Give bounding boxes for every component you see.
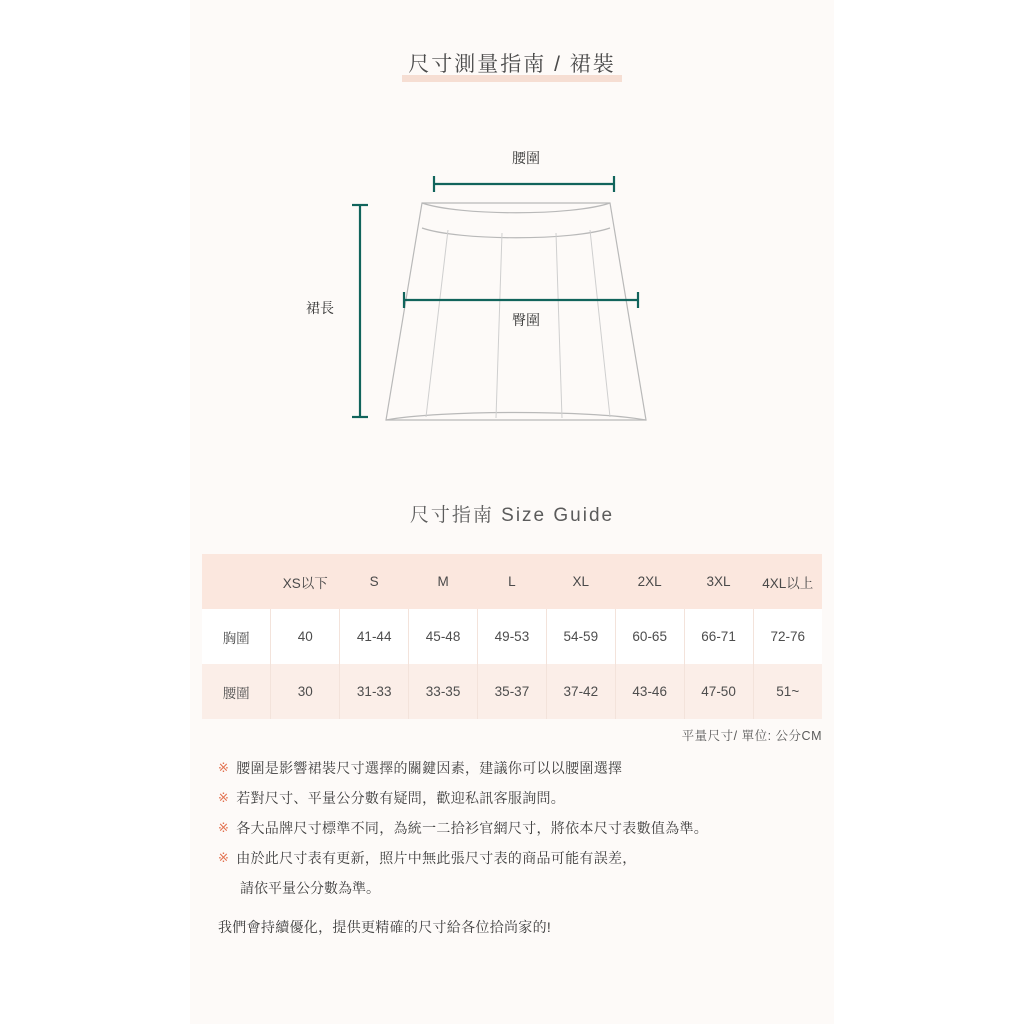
table-col-header: 2XL <box>615 554 684 609</box>
skirt-measurement-diagram <box>190 120 834 450</box>
size-table <box>202 554 822 719</box>
table-row-label: 胸圍 <box>202 609 271 664</box>
note-closing: 我們會持續優化，提供更精確的尺寸給各位拾尚家的! <box>218 919 552 935</box>
table-header-row <box>202 554 822 609</box>
title-highlight <box>402 75 622 82</box>
table-cell: 35-37 <box>478 664 547 719</box>
table-cell: 40 <box>271 609 340 664</box>
note-item <box>218 788 830 809</box>
table-cell: 33-35 <box>409 664 478 719</box>
note-mark-icon: ※ <box>218 760 230 775</box>
table-col-header: 4XL以上 <box>753 554 822 609</box>
note-item <box>218 848 830 869</box>
note-continuation: 請依平量公分數為準。 <box>240 880 380 896</box>
table-col-header: XS以下 <box>271 554 340 609</box>
notes-list <box>218 758 830 938</box>
table-cell: 66-71 <box>684 609 753 664</box>
table-cell: 45-48 <box>409 609 478 664</box>
table-cell: 51~ <box>753 664 822 719</box>
table-cell: 43-46 <box>615 664 684 719</box>
diagram-label-hip: 臀圍 <box>512 312 540 328</box>
note-item <box>218 758 830 779</box>
table-unit-note: 平量尺寸/ 單位: 公分CM <box>681 729 822 743</box>
table-col-header: S <box>340 554 409 609</box>
table-col-header: M <box>409 554 478 609</box>
table-row <box>202 609 822 664</box>
page-title-wrap <box>190 48 834 82</box>
left-gutter <box>0 0 190 1024</box>
note-mark-icon: ※ <box>218 820 230 835</box>
note-item <box>218 818 830 839</box>
table-cell: 31-33 <box>340 664 409 719</box>
note-mark-icon: ※ <box>218 850 230 865</box>
note-mark-icon: ※ <box>218 790 230 805</box>
table-cell: 30 <box>271 664 340 719</box>
table-col-header: 3XL <box>684 554 753 609</box>
table-row <box>202 664 822 719</box>
table-cell: 41-44 <box>340 609 409 664</box>
table-cell: 60-65 <box>615 609 684 664</box>
page-title-text: 尺寸測量指南 / 裙裝 <box>408 53 616 76</box>
diagram-label-waist: 腰圍 <box>512 150 540 166</box>
content-area <box>190 0 834 1024</box>
note-text: 若對尺寸、平量公分數有疑問，歡迎私訊客服詢問。 <box>236 790 566 806</box>
note-text: 腰圍是影響裙裝尺寸選擇的關鍵因素，建議你可以以腰圍選擇 <box>236 760 623 776</box>
table-cell: 47-50 <box>684 664 753 719</box>
table-cell: 54-59 <box>546 609 615 664</box>
table-cell: 37-42 <box>546 664 615 719</box>
diagram-label-length: 裙長 <box>306 300 334 316</box>
size-table-wrap <box>202 554 822 719</box>
table-row-label: 腰圍 <box>202 664 271 719</box>
page-title <box>402 48 622 82</box>
table-corner-cell <box>202 554 271 609</box>
size-guide-heading: 尺寸指南 Size Guide <box>409 505 615 526</box>
table-cell: 49-53 <box>478 609 547 664</box>
note-text: 由於此尺寸表有更新，照片中無此張尺寸表的商品可能有誤差， <box>236 850 637 866</box>
table-col-header: L <box>478 554 547 609</box>
right-gutter <box>834 0 1024 1024</box>
note-text: 各大品牌尺寸標準不同，為統一二拾衫官網尺寸，將依本尺寸表數值為準。 <box>236 820 709 836</box>
table-col-header: XL <box>546 554 615 609</box>
table-cell: 72-76 <box>753 609 822 664</box>
